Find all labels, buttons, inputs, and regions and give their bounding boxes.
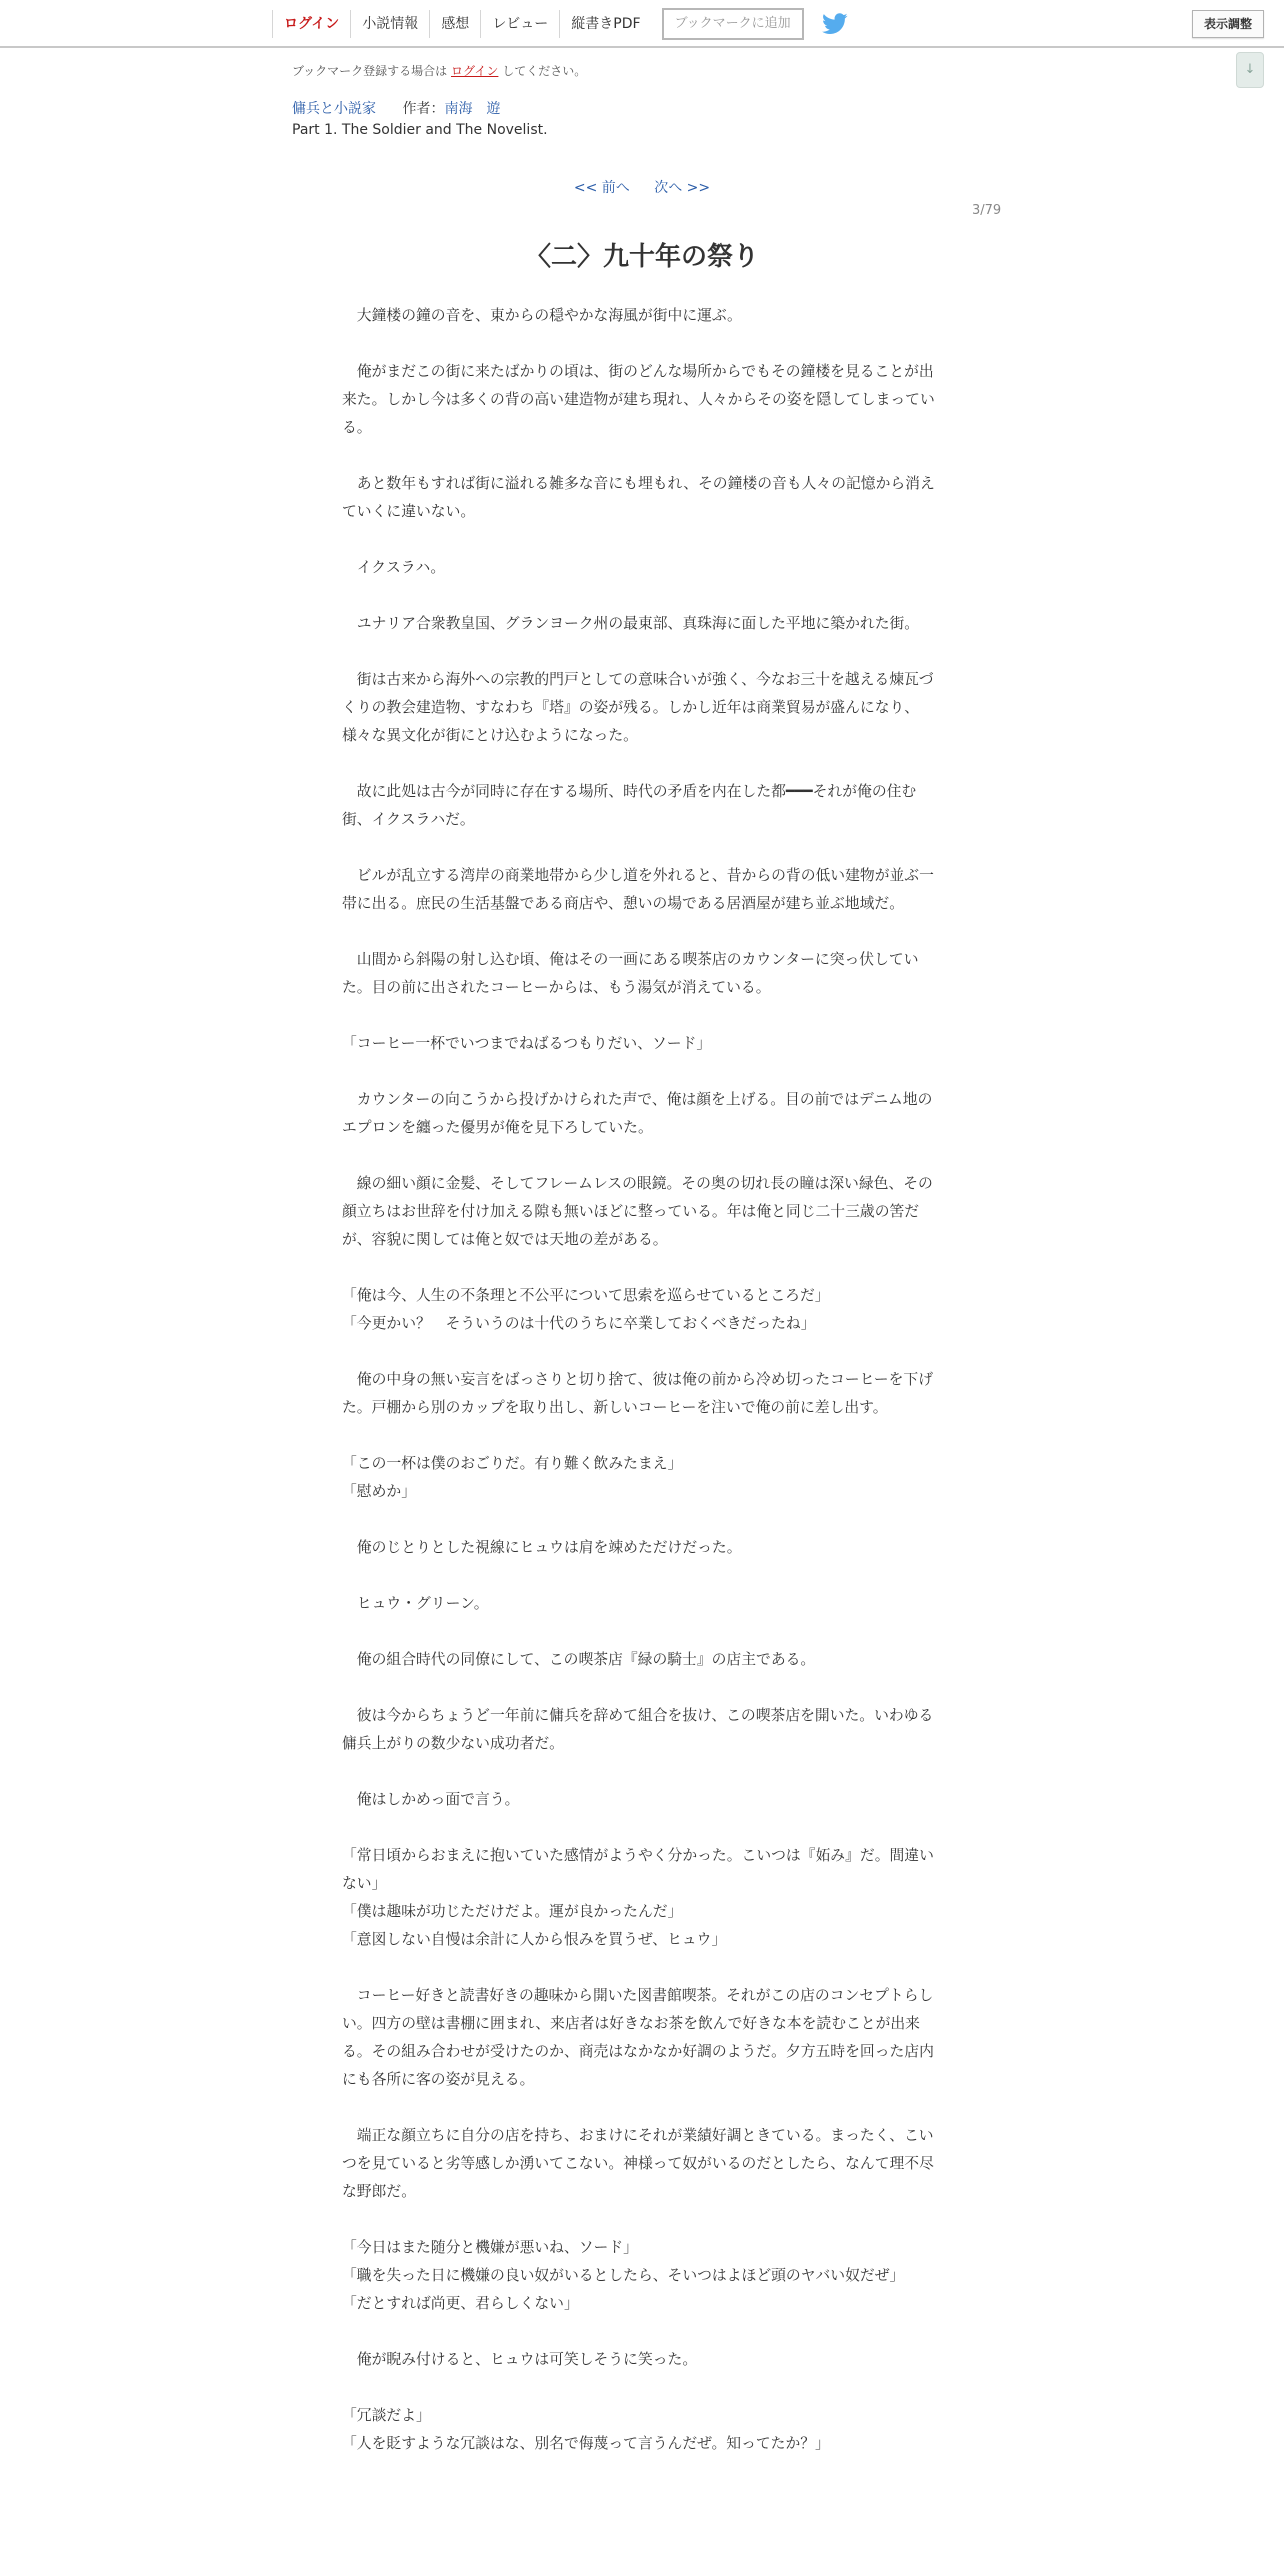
body-paragraph: 「俺は今、人生の不条理と不公平について思索を巡らせているところだ」 「今更かい？ そういうのは十代のうちに卒業しておくべきだったね」 — [342, 1287, 830, 1332]
page-count: 3/79 — [972, 203, 1002, 218]
notice-prefix: ブックマーク登録する場合は — [292, 64, 448, 78]
body-paragraph: あと数年もすれば街に溢れる雑多な音にも埋もれ、その鐘楼の音も人々の記憶から消えていくに違いない。 — [342, 475, 935, 520]
body-paragraph: ユナリア合衆教皇国、グランヨーク州の最東部、真珠海に面した平地に築かれた街。 — [342, 615, 920, 632]
body-paragraph: 俺のじとりとした視線にヒュウは肩を竦めただけだった。 — [342, 1539, 742, 1556]
body-paragraph: 街は古来から海外への宗教的門戸としての意味合いが強く、今なお三十を越える煉瓦づくりの教会建造物、すなわち『塔』の姿が残る。しかし近年は商業貿易が盛んになり、様々な異文化が街にとけ込むようになった。 — [342, 671, 934, 744]
body-paragraph: 「この一杯は僕のおごりだ。有り難く飲みたまえ」 「慰めか」 — [342, 1455, 683, 1500]
part-title: Part 1. The Soldier and The Novelist. — [292, 122, 548, 138]
author-link[interactable]: 南海 遊 — [444, 101, 501, 117]
nav-novel-info[interactable]: 小説情報 — [350, 10, 429, 38]
nav-vertical-pdf[interactable]: 縦書きPDF — [559, 10, 651, 38]
body-paragraph: イクスラハ。 — [342, 559, 446, 576]
body-paragraph: 故に此処は古今が同時に存在する場所、時代の矛盾を内在した都━━━それが俺の住む街、イクスラハだ。 — [342, 783, 917, 828]
body-paragraph: 「冗談だよ」 「人を貶すような冗談はな、別名で侮蔑って言うんだぜ。知ってたか？」 — [342, 2407, 830, 2452]
nav-impressions[interactable]: 感想 — [429, 10, 480, 38]
body-paragraph: ビルが乱立する湾岸の商業地帯から少し道を外れると、昔からの背の低い建物が並ぶ一帯に出る。庶民の生活基盤である商店や、憩いの場である居酒屋が建ち並ぶ地域だ。 — [342, 867, 934, 912]
body-paragraph: 「コーヒー一杯でいつまでねばるつもりだい、ソード」 — [342, 1035, 712, 1052]
body-paragraph: コーヒー好きと読書好きの趣味から開いた図書館喫茶。それがこの店のコンセプトらしい。四方の壁は書棚に囲まれ、来店者は好きなお茶を飲んで好きな本を読むことが出来る。その組み合わせが受けたのか、商売はなかなか好調のようだ。夕方五時を回った店内にも各所に客の姿が見える。 — [342, 1987, 934, 2088]
body-paragraph: 大鐘楼の鐘の音を、東からの穏やかな海風が街中に運ぶ。 — [342, 307, 742, 324]
body-paragraph: ヒュウ・グリーン。 — [342, 1595, 489, 1612]
nav-review[interactable]: レビュー — [480, 10, 559, 38]
add-bookmark-button[interactable]: ブックマークに追加 — [662, 8, 804, 40]
top-header — [0, 0, 1284, 48]
notice-suffix: してください。 — [502, 64, 587, 78]
twitter-bird-icon[interactable] — [822, 13, 848, 35]
body-paragraph: 線の細い顔に金髪、そしてフレームレスの眼鏡。その奥の切れ長の瞳は深い緑色、その顔立ちはお世辞を付け加える隙も無いほどに整っている。年は俺と同じ二十三歳の筈だが、容貌に関しては俺と奴では天地の差がある。 — [342, 1175, 933, 1248]
body-paragraph: 俺はしかめっ面で言う。 — [342, 1791, 520, 1808]
body-paragraph: 端正な顔立ちに自分の店を持ち、おまけにそれが業績好調ときている。まったく、こいつを見ていると劣等感しか湧いてこない。神様って奴がいるのだとしたら、なんて理不尽な野郎だ。 — [342, 2127, 934, 2200]
down-arrow-icon[interactable]: ↓ — [1236, 52, 1264, 88]
chapter-title: 〈二〉九十年の祭り — [524, 242, 759, 272]
body-paragraph: 俺の中身の無い妄言をばっさりと切り捨て、彼は俺の前から冷め切ったコーヒーを下げた。戸棚から別のカップを取り出し、新しいコーヒーを注いで俺の前に差し出す。 — [342, 1371, 933, 1416]
body-paragraph: カウンターの向こうから投げかけられた声で、俺は顔を上げる。目の前ではデニム地のエプロンを纏った優男が俺を見下ろしていた。 — [342, 1091, 933, 1136]
body-paragraph: 「常日頃からおまえに抱いていた感情がようやく分かった。こいつは『妬み』だ。間違いない」 「僕は趣味が功じただけだよ。運が良かったんだ」 「意図しない自慢は余計に人から恨みを買うぜ、ヒュウ」 — [342, 1847, 934, 1948]
body-paragraph: 彼は今からちょうど一年前に傭兵を辞めて組合を抜け、この喫茶店を開いた。いわゆる傭兵上がりの数少ない成功者だ。 — [342, 1707, 934, 1752]
novel-body — [342, 302, 942, 2486]
author-label: 作者： — [402, 101, 445, 117]
notice-login-link[interactable]: ログイン — [451, 64, 499, 78]
body-paragraph: 「今日はまた随分と機嫌が悪いね、ソード」 「職を失った日に機嫌の良い奴がいるとしたら、そいつはよほど頭のヤバい奴だぜ」 「だとすれば尚更、君らしくない」 — [342, 2239, 905, 2312]
body-paragraph: 俺の組合時代の同僚にして、この喫茶店『緑の騎士』の店主である。 — [342, 1651, 816, 1668]
next-chapter-link[interactable]: 次へ >> — [654, 180, 711, 196]
bookmark-login-notice — [292, 62, 586, 79]
novel-title-link[interactable]: 傭兵と小説家 — [292, 101, 376, 117]
top-nav — [272, 8, 848, 40]
nav-login[interactable]: ログイン — [272, 10, 350, 38]
body-paragraph: 山間から斜陽の射し込む頃、俺はその一画にある喫茶店のカウンターに突っ伏していた。目の前に出されたコーヒーからは、もう湯気が消えている。 — [342, 951, 919, 996]
novel-title-line — [292, 98, 500, 118]
display-settings-button[interactable]: 表示調整 — [1192, 10, 1264, 38]
body-paragraph: 俺がまだこの街に来たばかりの頃は、街のどんな場所からでもその鐘楼を見ることが出来た。しかし今は多くの背の高い建造物が建ち現れ、人々からその姿を隠してしまっている。 — [342, 363, 935, 436]
chapter-pager — [0, 177, 1284, 197]
body-paragraph: 俺が睨み付けると、ヒュウは可笑しそうに笑った。 — [342, 2351, 698, 2368]
prev-chapter-link[interactable]: << 前へ — [573, 180, 630, 196]
